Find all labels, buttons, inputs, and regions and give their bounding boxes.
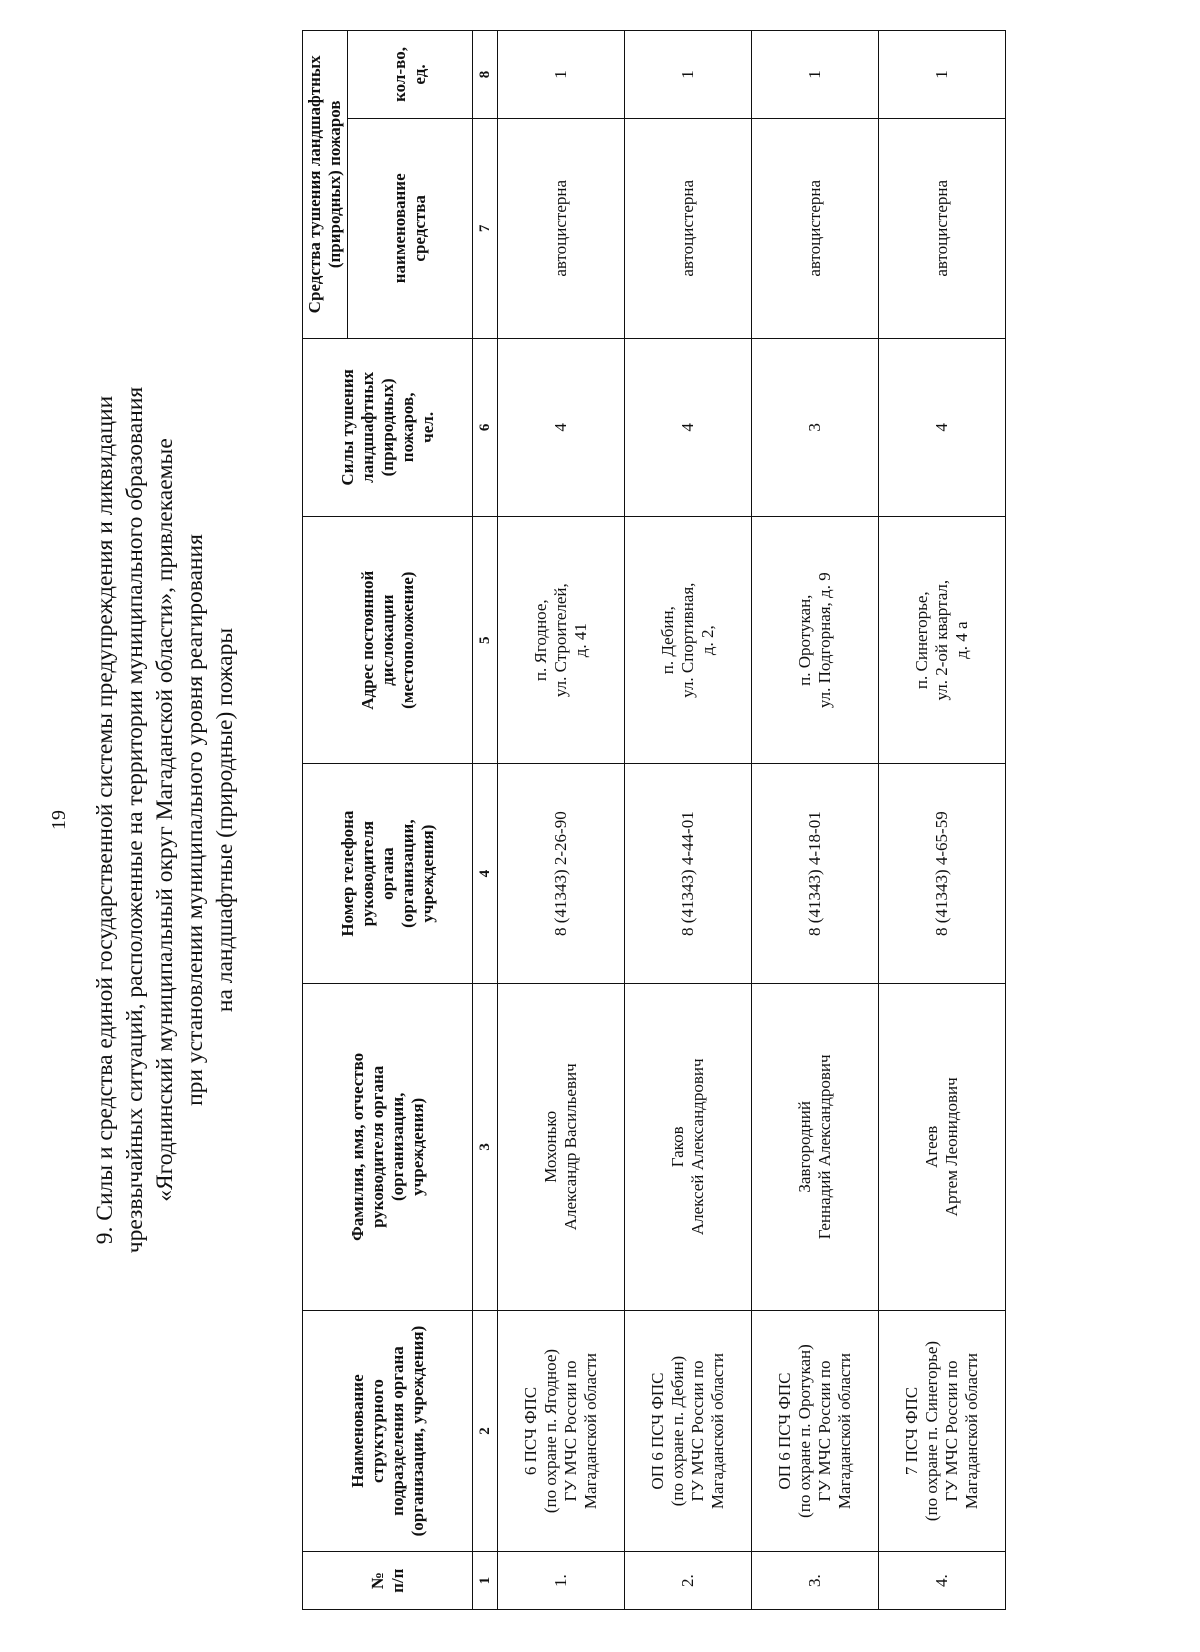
header-text: чел.: [417, 411, 437, 443]
cell-head: [498, 983, 625, 1310]
header-text: структурного: [367, 1379, 387, 1483]
cell-text: ОП 6 ПСЧ ФПС: [648, 1372, 667, 1490]
header-num: [303, 1552, 473, 1610]
header-means-qty: [348, 31, 473, 119]
cell-text: ул. Спортивная,: [678, 582, 697, 698]
cell-text: 7 ПСЧ ФПС: [902, 1386, 921, 1476]
cell-text: Мохонько: [541, 1110, 560, 1183]
cell-text: Александр Васильевич: [561, 1063, 580, 1231]
header-unit: [303, 1310, 473, 1552]
header-text: (природных) пожаров: [325, 100, 344, 269]
cell-phone: 8 (41343) 2-26-90: [498, 764, 625, 984]
column-number: 7: [473, 118, 498, 338]
cell-text: ул. Строителей,: [551, 583, 570, 698]
header-means-name: [348, 118, 473, 338]
cell-text: Магаданской области: [581, 1352, 600, 1510]
cell-unit: [879, 1310, 1006, 1552]
cell-text: Агеев: [922, 1125, 941, 1168]
column-number: 3: [473, 983, 498, 1310]
cell-text: Магаданской области: [835, 1352, 854, 1510]
header-forces: [303, 338, 473, 516]
cell-head: [625, 983, 752, 1310]
header-text: органа: [377, 847, 397, 900]
header-text: руководителя органа: [367, 1065, 387, 1228]
cell-means-qty: 1: [498, 31, 625, 119]
cell-head: [752, 983, 879, 1310]
header-text: №: [367, 1572, 387, 1590]
header-phone: [303, 764, 473, 984]
cell-text: (по охране п. Ягодное): [541, 1348, 560, 1514]
header-means-group: [303, 31, 348, 339]
cell-num: 3.: [752, 1552, 879, 1610]
cell-unit: [498, 1310, 625, 1552]
header-text: учреждения): [407, 1097, 427, 1196]
column-number: 2: [473, 1310, 498, 1552]
cell-text: п. Дебин,: [658, 606, 677, 675]
cell-means-qty: 1: [752, 31, 879, 119]
header-text: (природных): [377, 378, 397, 477]
cell-means-name: автоцистерна: [625, 118, 752, 338]
cell-text: ул. Подгорная, д. 9: [815, 572, 834, 709]
cell-means-name: автоцистерна: [879, 118, 1006, 338]
table-row: [625, 31, 752, 1610]
cell-text: Геннадий Александрович: [815, 1054, 834, 1240]
cell-text: п. Синегорье,: [912, 591, 931, 690]
cell-num: 2.: [625, 1552, 752, 1610]
forces-table: [302, 30, 1006, 1610]
cell-head: [879, 983, 1006, 1310]
cell-forces: 3: [752, 338, 879, 516]
header-text: Средства тушения ландшафтных: [305, 55, 324, 314]
document-page: [40, 20, 1100, 1620]
cell-means-qty: 1: [625, 31, 752, 119]
cell-forces: 4: [879, 338, 1006, 516]
cell-text: Завгородний: [795, 1101, 814, 1193]
cell-address: [879, 517, 1006, 764]
header-text: пожаров,: [397, 392, 417, 463]
cell-address: [752, 517, 879, 764]
cell-text: д. 2,: [698, 625, 717, 656]
cell-text: Гаков: [668, 1126, 687, 1168]
cell-text: п. Оротукан,: [795, 594, 814, 686]
title-line: «Ягоднинский муниципальный округ Магаданской области», привлекаемые: [152, 438, 178, 1202]
column-number-row: [473, 31, 498, 1610]
cell-unit: [752, 1310, 879, 1552]
header-text: ландшафтных: [357, 371, 377, 483]
cell-means-name: автоцистерна: [752, 118, 879, 338]
header-text: (организации,: [397, 819, 417, 928]
header-row: [303, 31, 348, 1610]
cell-forces: 4: [498, 338, 625, 516]
table-row: [752, 31, 879, 1610]
title-line: чрезвычайных ситуаций, расположенные на территории муниципального образования: [122, 386, 148, 1254]
header-text: средства: [410, 195, 429, 262]
cell-text: Артем Леонидович: [942, 1077, 961, 1217]
header-text: (организации, учреждения): [407, 1325, 427, 1537]
document-title: [90, 20, 240, 1620]
header-head: [303, 983, 473, 1310]
cell-text: д. 41: [571, 623, 590, 658]
cell-text: Магаданской области: [962, 1352, 981, 1510]
cell-text: Алексей Александрович: [688, 1058, 707, 1236]
cell-text: (по охране п. Синегорье): [922, 1340, 941, 1522]
cell-text: ГУ МЧС России по: [688, 1360, 707, 1502]
title-line: 9. Силы и средства единой государственной системы предупреждения и ликвидации: [92, 395, 118, 1245]
cell-means-name: автоцистерна: [498, 118, 625, 338]
header-text: (местоположение): [397, 571, 417, 709]
table-row: [879, 31, 1006, 1610]
header-text: учреждения): [417, 824, 437, 923]
column-number: 1: [473, 1552, 498, 1610]
header-text: п/п: [387, 1568, 407, 1593]
cell-phone: 8 (41343) 4-65-59: [879, 764, 1006, 984]
title-line: на ландшафтные (природные) пожары: [212, 627, 238, 1013]
cell-text: Магаданской области: [708, 1352, 727, 1510]
cell-means-qty: 1: [879, 31, 1006, 119]
header-text: наименование: [390, 173, 409, 284]
header-text: Номер телефона: [337, 810, 357, 937]
column-number: 8: [473, 31, 498, 119]
header-text: (организации,: [387, 1092, 407, 1202]
table-row: [498, 31, 625, 1610]
cell-text: д. 4 а: [952, 621, 971, 659]
cell-text: ГУ МЧС России по: [942, 1360, 961, 1502]
cell-text: (по охране п. Оротукан): [795, 1344, 814, 1518]
header-text: Фамилия, имя, отчество: [347, 1052, 367, 1241]
header-text: Наименование: [347, 1374, 367, 1488]
cell-text: ГУ МЧС России по: [815, 1360, 834, 1502]
cell-phone: 8 (41343) 4-18-01: [752, 764, 879, 984]
header-text: руководителя: [357, 820, 377, 927]
cell-address: [625, 517, 752, 764]
title-line: при установлении муниципального уровня реагирования: [182, 534, 208, 1106]
header-address: [303, 517, 473, 764]
header-text: кол-во,: [390, 47, 409, 102]
cell-address: [498, 517, 625, 764]
cell-text: ОП 6 ПСЧ ФПС: [775, 1372, 794, 1490]
column-number: 4: [473, 764, 498, 984]
cell-text: 6 ПСЧ ФПС: [521, 1386, 540, 1476]
cell-phone: 8 (41343) 4-44-01: [625, 764, 752, 984]
header-text: подразделения органа: [387, 1346, 407, 1516]
cell-text: ГУ МЧС России по: [561, 1360, 580, 1502]
header-text: дислокации: [377, 594, 397, 686]
page-number: 19: [48, 810, 70, 830]
header-text: Адрес постоянной: [357, 570, 377, 710]
cell-forces: 4: [625, 338, 752, 516]
cell-num: 1.: [498, 1552, 625, 1610]
cell-text: (по охране п. Дебин): [668, 1355, 687, 1507]
cell-unit: [625, 1310, 752, 1552]
column-number: 6: [473, 338, 498, 516]
header-text: Силы тушения: [337, 369, 357, 486]
header-text: ед.: [410, 64, 429, 85]
cell-text: ул. 2-ой квартал,: [932, 579, 951, 701]
column-number: 5: [473, 517, 498, 764]
cell-text: п. Ягодное,: [531, 599, 550, 682]
cell-num: 4.: [879, 1552, 1006, 1610]
